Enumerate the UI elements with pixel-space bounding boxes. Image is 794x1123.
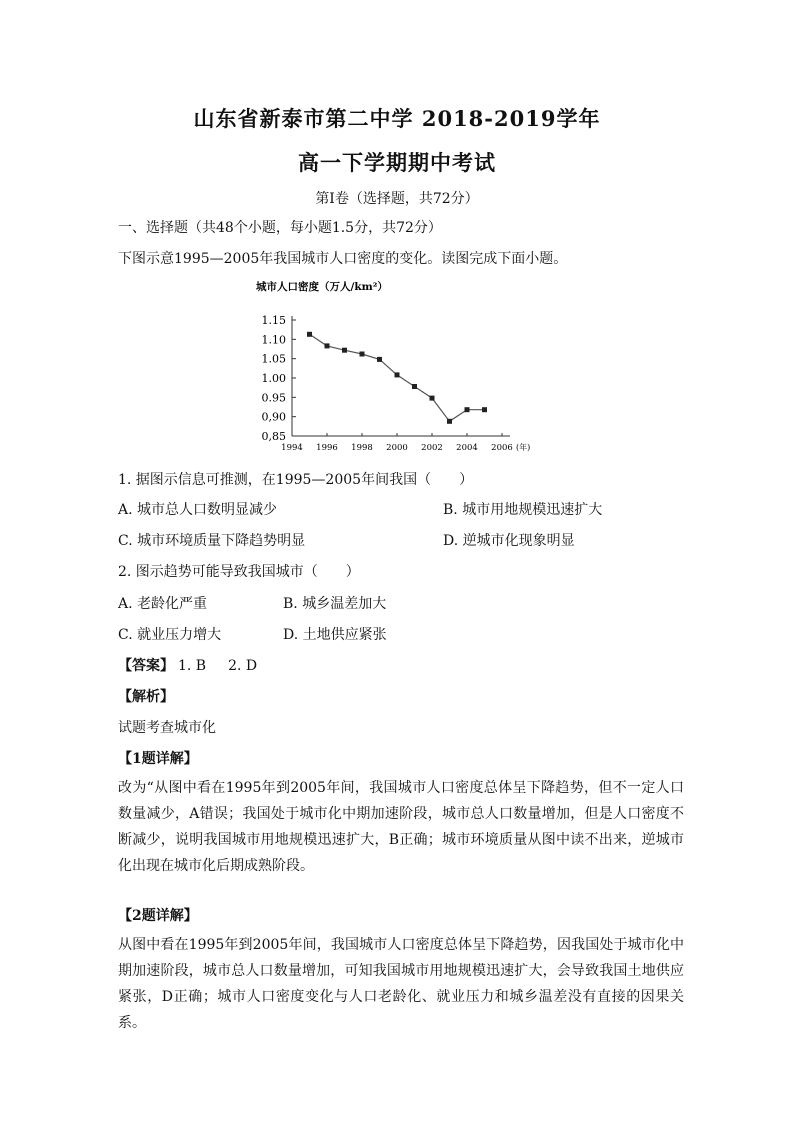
section-heading: 一、选择题（共48个小题，每小题1.5分，共72分） <box>118 220 442 236</box>
answer-1: 1. B <box>178 658 207 674</box>
answer-2: 2. D <box>228 658 258 674</box>
detail-2-label: 【2题详解】 <box>118 908 198 924</box>
data-point <box>430 396 435 401</box>
data-point <box>395 372 400 377</box>
data-points <box>307 332 487 424</box>
data-point <box>482 407 487 412</box>
document-title-line2: 高一下学期期中考试 <box>298 150 496 175</box>
volume-heading: 第Ⅰ卷（选择题，共72分） <box>315 191 479 207</box>
x-tick-label: 1996 <box>316 443 338 453</box>
y-tick-label: 0,85 <box>261 430 286 443</box>
y-tick-label: 1.00 <box>261 372 286 385</box>
x-tick-label: 1994 <box>281 443 303 453</box>
data-point <box>342 348 347 353</box>
q1-stem: 1. 据图示信息可推测，在1995—2005年间我国（ ） <box>118 472 474 488</box>
detail-1-text: 改为“从图中看在1995年到2005年间，我国城市人口密度总体呈下降趋势，但不一定人口数量减少，A错误；我国处于城市化中期加速阶段，城市总人口数量增加，但是人口密度不断减少，说明我国城市用地规模迅速扩大，B正确；城市环境质量从图中读不出来，逆城市化出现在城市化后期成熟阶段。 <box>118 780 684 874</box>
q1-option-b: B. 城市用地规模迅速扩大 <box>443 502 603 518</box>
data-point <box>465 407 470 412</box>
answer-row <box>118 655 261 675</box>
data-point <box>447 419 452 424</box>
chart-title: 城市人口密度（万人/km²） <box>256 281 388 293</box>
analysis-label: 【解析】 <box>118 689 174 705</box>
y-tick-label: 1.15 <box>261 314 286 327</box>
q2-option-d: D. 土地供应紧张 <box>283 627 387 643</box>
population-density-chart <box>248 276 548 456</box>
data-point <box>360 352 365 357</box>
x-tick-label: 2000 <box>386 443 408 453</box>
q1-option-a: A. 城市总人口数明显减少 <box>118 502 278 518</box>
question-intro: 下图示意1995—2005年我国城市人口密度的变化。读图完成下面小题。 <box>118 251 568 267</box>
analysis-topic: 试题考查城市化 <box>118 720 216 736</box>
detail-1-label: 【1题详解】 <box>118 751 198 767</box>
x-tick-label: 2004 <box>456 443 478 453</box>
x-tick-label: 2002 <box>421 443 443 453</box>
y-ticks <box>262 314 297 443</box>
data-point <box>412 384 417 389</box>
data-point <box>307 332 312 337</box>
q2-option-a: A. 老龄化严重 <box>118 596 208 612</box>
series-line <box>310 334 485 421</box>
q2-stem: 2. 图示趋势可能导致我国城市（ ） <box>118 564 360 580</box>
y-tick-label: 1.05 <box>261 352 286 366</box>
q1-option-d: D. 逆城市化现象明显 <box>443 533 575 549</box>
answer-label: 【答案】 <box>118 658 174 674</box>
x-unit-label: (年) <box>516 443 531 452</box>
data-point <box>377 357 382 362</box>
q2-option-b: B. 城乡温差加大 <box>283 596 387 612</box>
detail-2-text: 从图中看在1995年到2005年间，我国城市人口密度总体呈下降趋势，因我国处于城市化中期加速阶段，城市总人口数量增加，可知我国城市用地规模迅速扩大，会导致我国土地供应紧张，D正确；城市人口密度变化与人口老龄化、就业压力和城乡温差没有直接的因果关系。 <box>118 937 684 1031</box>
x-tick-label: 1998 <box>351 443 373 453</box>
y-tick-label: 0,90 <box>261 410 286 424</box>
x-tick-label: 2006 <box>491 443 513 453</box>
data-point <box>325 343 330 348</box>
document-title-line1: 山东省新泰市第二中学 2018-2019学年 <box>193 106 601 131</box>
y-tick-label: 0.95 <box>261 391 286 405</box>
q1-option-c: C. 城市环境质量下降趋势明显 <box>118 533 306 549</box>
y-tick-label: 1.10 <box>261 333 286 347</box>
q2-option-c: C. 就业压力增大 <box>118 627 222 643</box>
